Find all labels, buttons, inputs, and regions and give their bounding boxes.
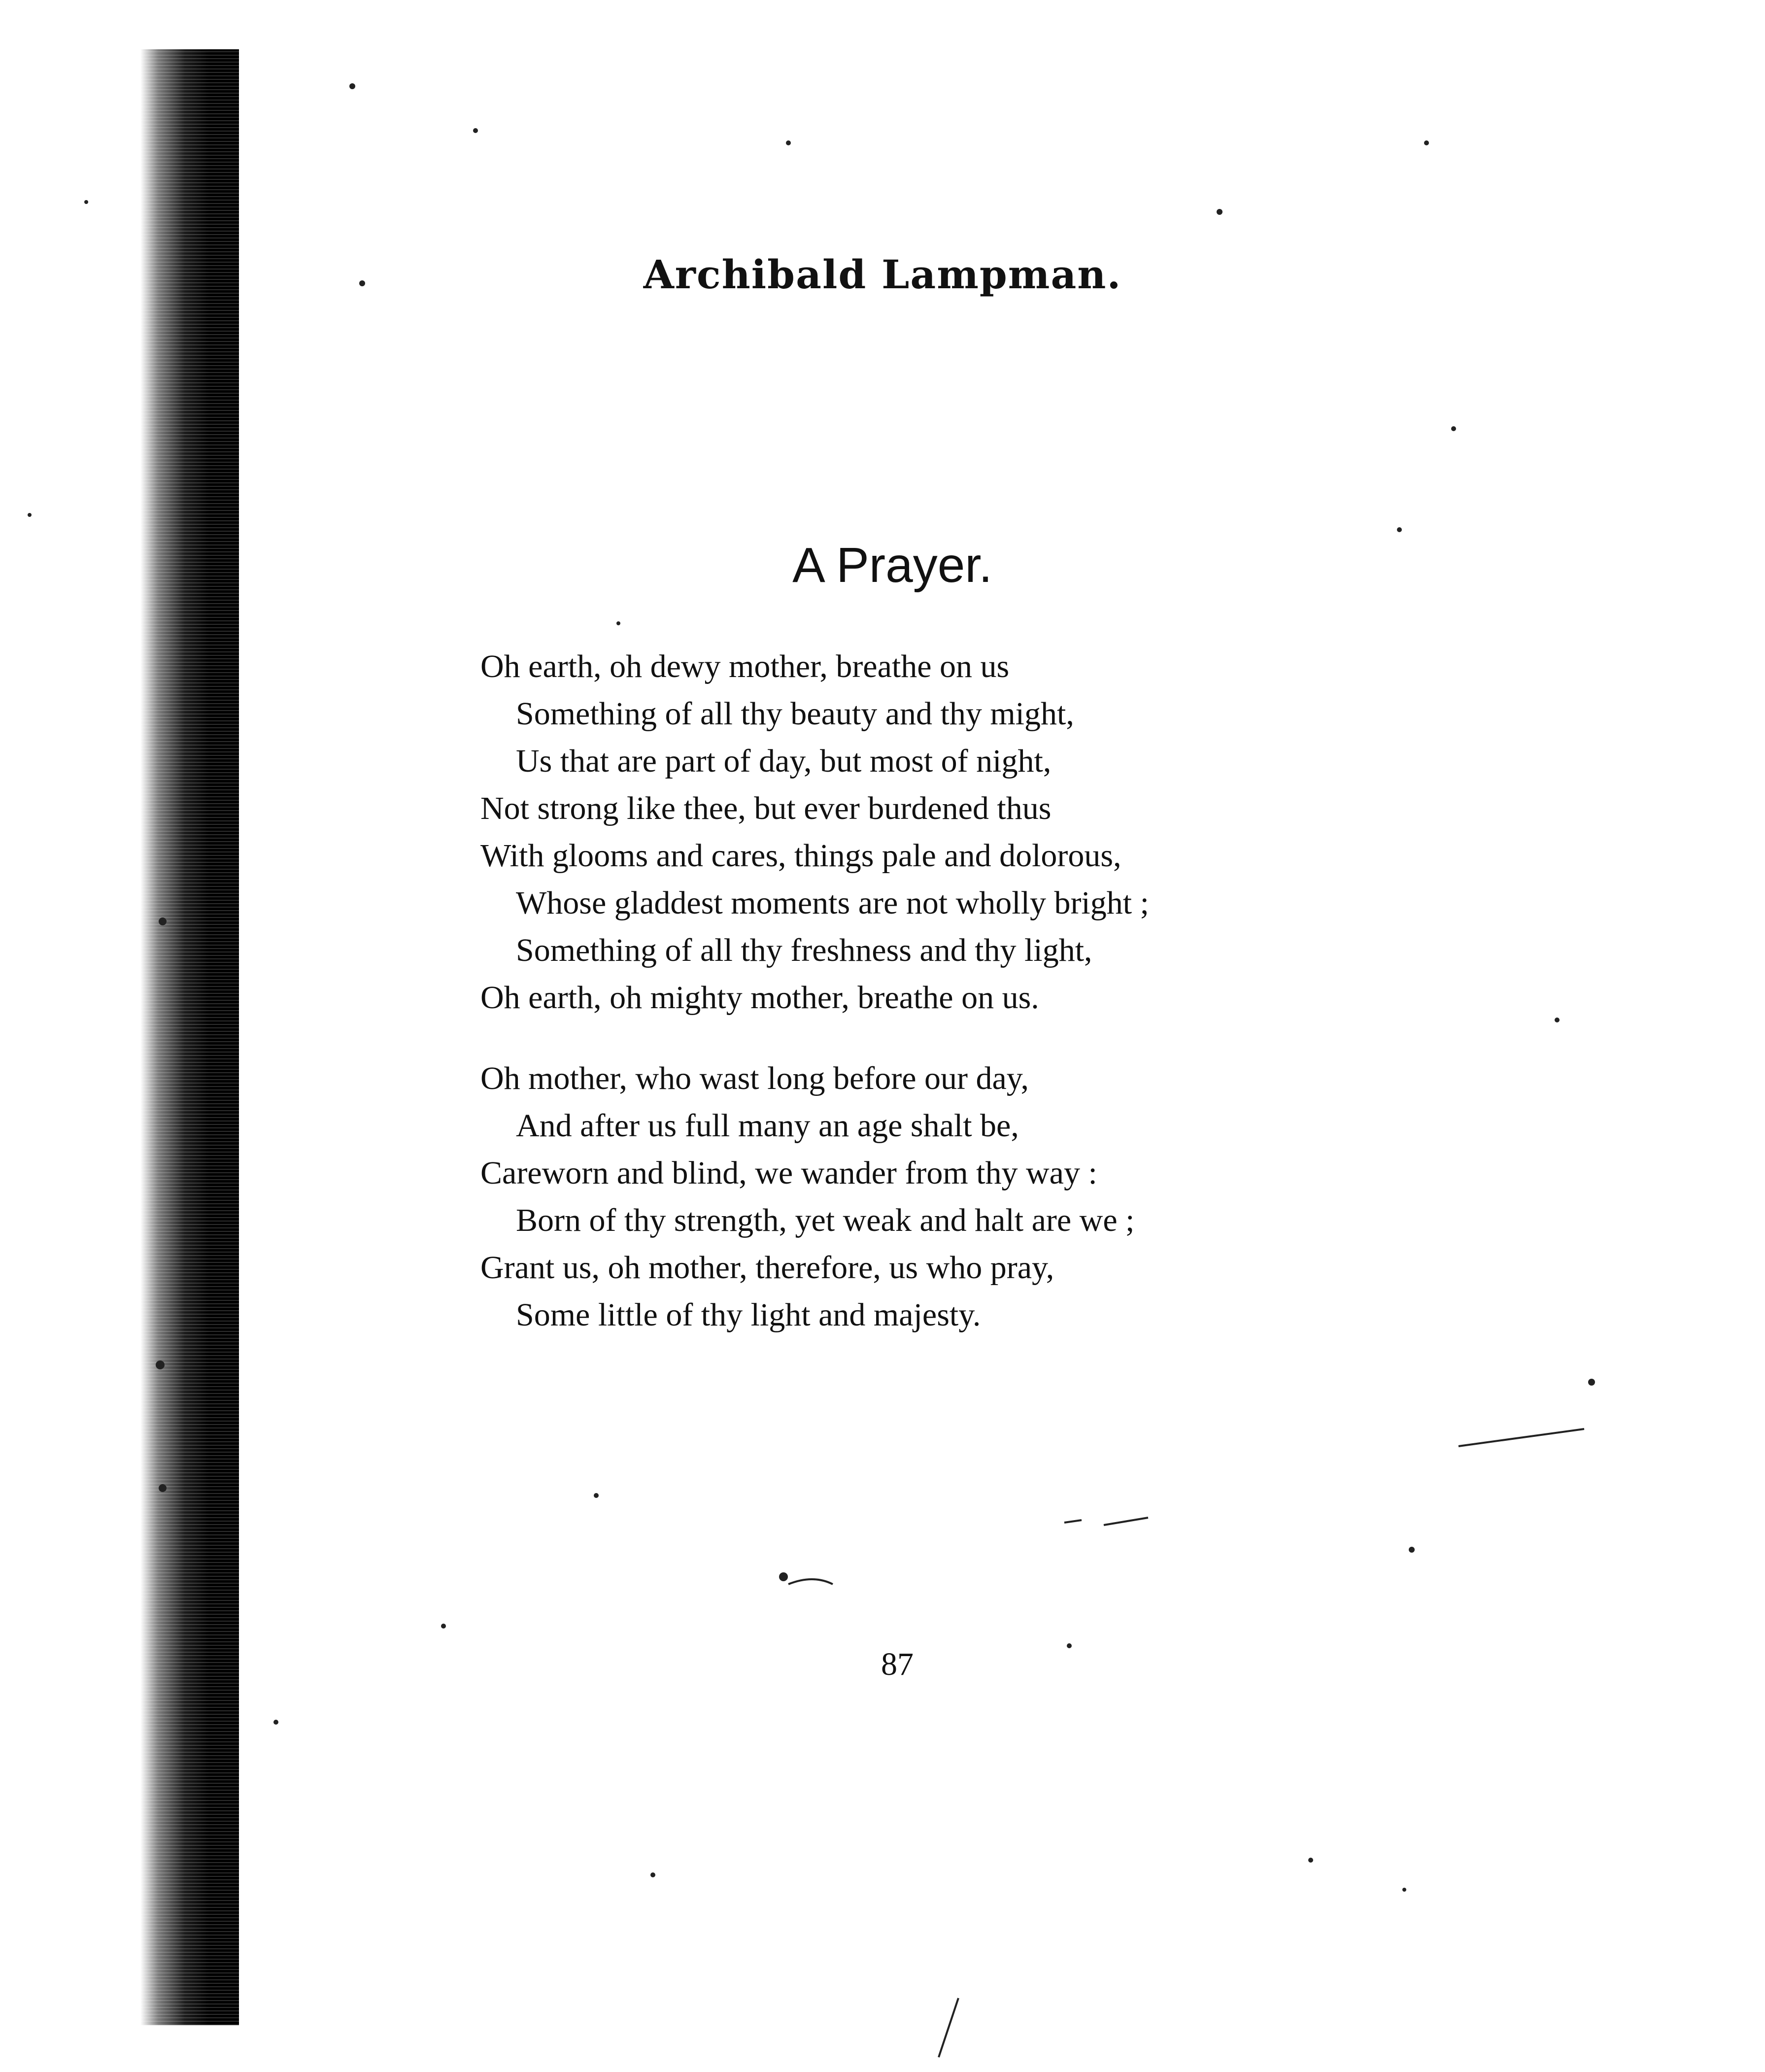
poem-title: A Prayer. — [792, 538, 992, 593]
poem-line: Grant us, oh mother, therefore, us who pray, — [480, 1250, 1054, 1286]
poem-line: With glooms and cares, things pale and dolorous, — [480, 838, 1121, 874]
poem-line: Oh mother, who wast long before our day, — [480, 1060, 1029, 1096]
poem-line: Us that are part of day, but most of night, — [516, 743, 1052, 779]
poem-line: Not strong like thee, but ever burdened thus — [480, 790, 1052, 826]
poem-stanza — [480, 643, 1318, 1021]
page-binding-shadow — [140, 49, 239, 2025]
poem-line: And after us full many an age shalt be, — [516, 1108, 1019, 1144]
poem-line: Born of thy strength, yet weak and halt are we ; — [516, 1202, 1135, 1238]
poem-line: Careworn and blind, we wander from thy way : — [480, 1155, 1097, 1191]
poem-line: Something of all thy freshness and thy light, — [516, 932, 1092, 968]
poem-line: Whose gladdest moments are not wholly bright ; — [516, 885, 1149, 921]
poem-body — [480, 643, 1318, 1372]
poem-line: Oh earth, oh dewy mother, breathe on us — [480, 648, 1010, 684]
poem-stanza — [480, 1055, 1318, 1339]
page-number: 87 — [881, 1646, 914, 1682]
poem-line: Oh earth, oh mighty mother, breathe on us. — [480, 980, 1039, 1016]
running-head: Archibald Lampman. — [643, 251, 1122, 298]
poem-line: Some little of thy light and majesty. — [516, 1297, 981, 1333]
poem-line: Something of all thy beauty and thy might, — [516, 696, 1074, 732]
